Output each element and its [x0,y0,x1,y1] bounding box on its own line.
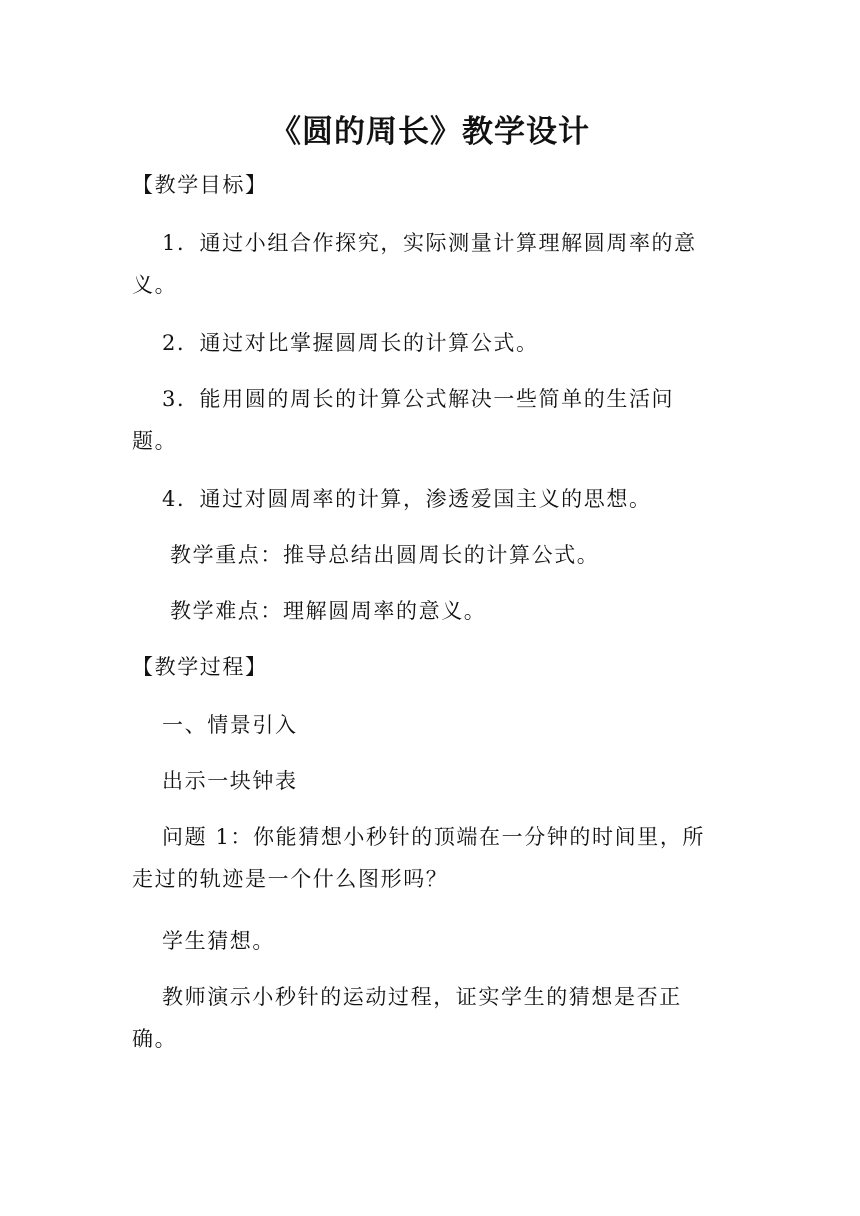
teacher-demo-line-2: 确。 [132,1027,178,1051]
question-1-line-2: 走过的轨迹是一个什么图形吗？ [132,867,449,891]
question-1-line-1: 问题 1：你能猜想小秒针的顶端在一分钟的时间里，所 [162,825,706,849]
objective-2: 2．通过对比掌握圆周长的计算公式。 [162,331,539,355]
objectives-heading: 【教学目标】 [132,173,268,197]
student-guess-text: 学生猜想。 [162,929,275,953]
show-clock-text: 出示一块钟表 [162,769,298,793]
process-heading: 【教学过程】 [132,655,268,679]
teacher-demo-line-1: 教师演示小秒针的运动过程，证实学生的猜想是否正 [162,985,682,1009]
section-intro-heading: 一、情景引入 [162,713,298,737]
objective-4: 4．通过对圆周率的计算，渗透爱国主义的思想。 [162,487,652,511]
objective-3-line-1: 3．能用圆的周长的计算公式解决一些简单的生活问 [162,387,675,411]
objective-3-line-2: 题。 [132,429,178,453]
document-title: 《圆的周长》教学设计 [270,114,590,150]
objective-1-line-1: 1．通过小组合作探究，实际测量计算理解圆周率的意 [162,231,697,255]
objective-1-line-2: 义。 [132,273,178,297]
key-point: 教学重点：推导总结出圆周长的计算公式。 [170,543,600,567]
difficult-point: 教学难点：理解圆周率的意义。 [170,599,487,623]
